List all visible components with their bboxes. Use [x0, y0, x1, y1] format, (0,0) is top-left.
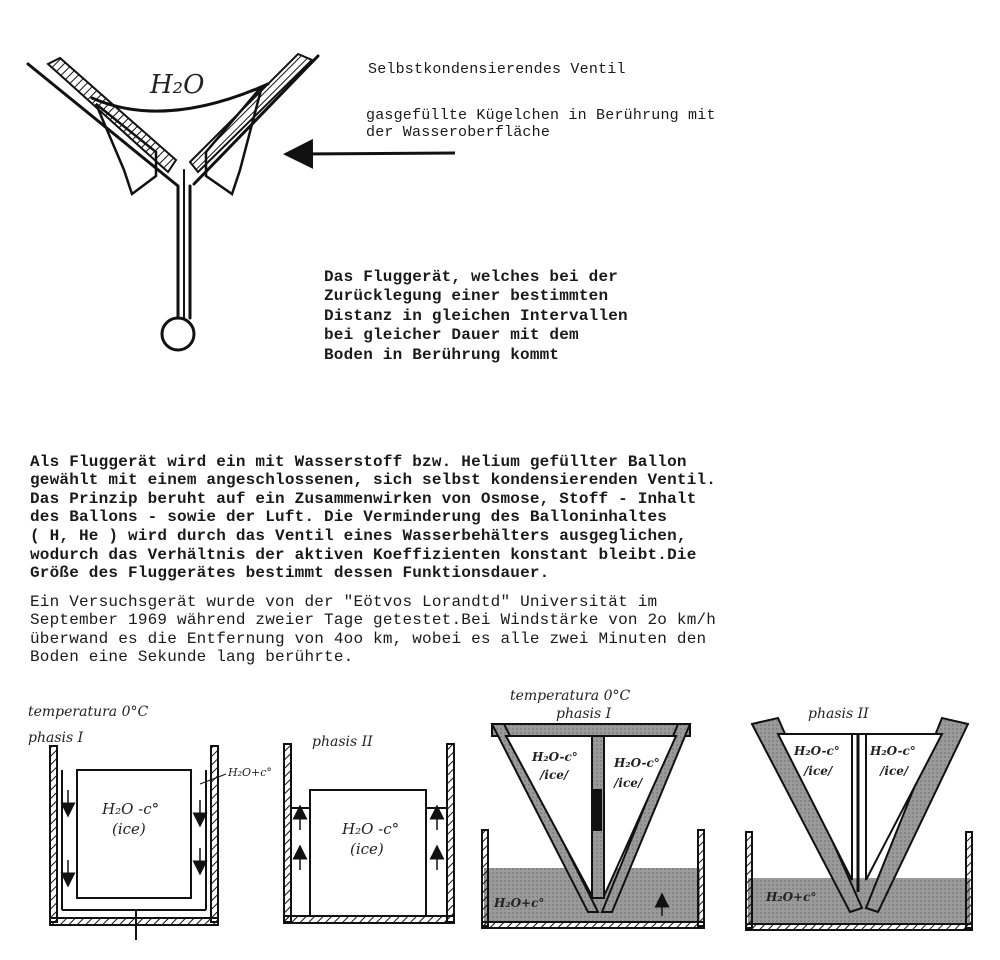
- d4-left-ice-1: H₂O-c°: [794, 744, 840, 758]
- paragraph-line: des Ballons - sowie der Luft. Die Verminderung des Balloninhaltes: [30, 508, 668, 527]
- caption-subtitle-line: gasgefüllte Kügelchen in Berührung mit: [366, 107, 716, 124]
- paragraph-2: [30, 574, 970, 667]
- paragraph-line: Als Fluggerät wird ein mit Wasserstoff bzw. Helium gefüllter Ballon: [30, 452, 687, 471]
- paragraph-line: Das Prinzip beruht auf ein Zusammenwirken von Osmose, Stoff - Inhalt: [30, 489, 697, 508]
- d1-ice-label-1: H₂O -c°: [102, 800, 160, 818]
- d1-temperature-label: temperatura 0°C: [28, 704, 149, 720]
- pointer-arrow: [298, 153, 455, 154]
- d3-temperature-label: temperatura 0°C: [510, 688, 631, 704]
- d1-phase-label: phasis I: [28, 730, 84, 746]
- paragraph-line: gewählt mit einem angeschlossenen, sich selbst kondensierenden Ventil.: [30, 471, 717, 490]
- d3-right-ice-1: H₂O-c°: [614, 756, 660, 770]
- device-description: [324, 248, 628, 365]
- paragraph-1: [30, 434, 970, 583]
- description-line: bei gleicher Dauer mit dem: [324, 326, 579, 344]
- d2-phase-label: phasis II: [312, 734, 373, 750]
- description-line: Boden in Berührung kommt: [324, 345, 560, 364]
- d1-ice-label-2: (ice): [112, 820, 146, 838]
- paragraph-line: überwand es die Entfernung von 4oo km, wobei es alle zwei Minuten den: [30, 629, 707, 648]
- description-line: Zurücklegung einer bestimmten: [324, 287, 609, 305]
- paragraph-line: Größe des Fluggerätes bestimmt dessen Funktionsdauer.: [30, 564, 550, 583]
- d3-water-label: H₂O+c°: [494, 896, 545, 910]
- d3-left-ice-2: /ice/: [540, 768, 569, 782]
- paragraph-line: September 1969 während zweier Tage getestet.Bei Windstärke von 2o km/h: [30, 611, 717, 630]
- caption-subtitle: [366, 90, 716, 141]
- caption-title: Selbstkondensierendes Ventil: [368, 61, 626, 78]
- d3-left-ice-1: H₂O-c°: [532, 750, 578, 764]
- d1-side-label: H₂O+c°: [228, 766, 272, 779]
- d2-ice-label-1: H₂O -c°: [342, 820, 400, 838]
- diagram-1-container: [50, 746, 226, 940]
- d4-right-ice-1: H₂O-c°: [870, 744, 916, 758]
- paragraph-line: ( H, He ) wird durch das Ventil eines Wasserbehälters ausgeglichen,: [30, 526, 687, 545]
- h2o-label: H₂O: [150, 70, 205, 100]
- d2-ice-label-2: (ice): [350, 840, 384, 858]
- paragraph-line: Ein Versuchsgerät wurde von der "Eötvos Lorandtd" Universität im: [30, 592, 658, 611]
- description-line: Das Fluggerät, welches bei der: [324, 267, 619, 286]
- d3-phase-label: phasis I: [556, 706, 612, 722]
- d4-left-ice-2: /ice/: [804, 764, 833, 778]
- paragraph-line: Boden eine Sekunde lang berührte.: [30, 648, 354, 667]
- d4-phase-label: phasis II: [808, 706, 869, 722]
- d4-right-ice-2: /ice/: [880, 764, 909, 778]
- d4-water-label: H₂O+c°: [766, 890, 817, 904]
- description-line: Distanz in gleichen Intervallen: [324, 306, 628, 325]
- d3-right-ice-2: /ice/: [614, 776, 643, 790]
- paragraph-line: wodurch das Verhältnis der aktiven Koeffizienten konstant bleibt.Die: [30, 545, 697, 564]
- caption-subtitle-line: der Wasseroberfläche: [366, 124, 551, 141]
